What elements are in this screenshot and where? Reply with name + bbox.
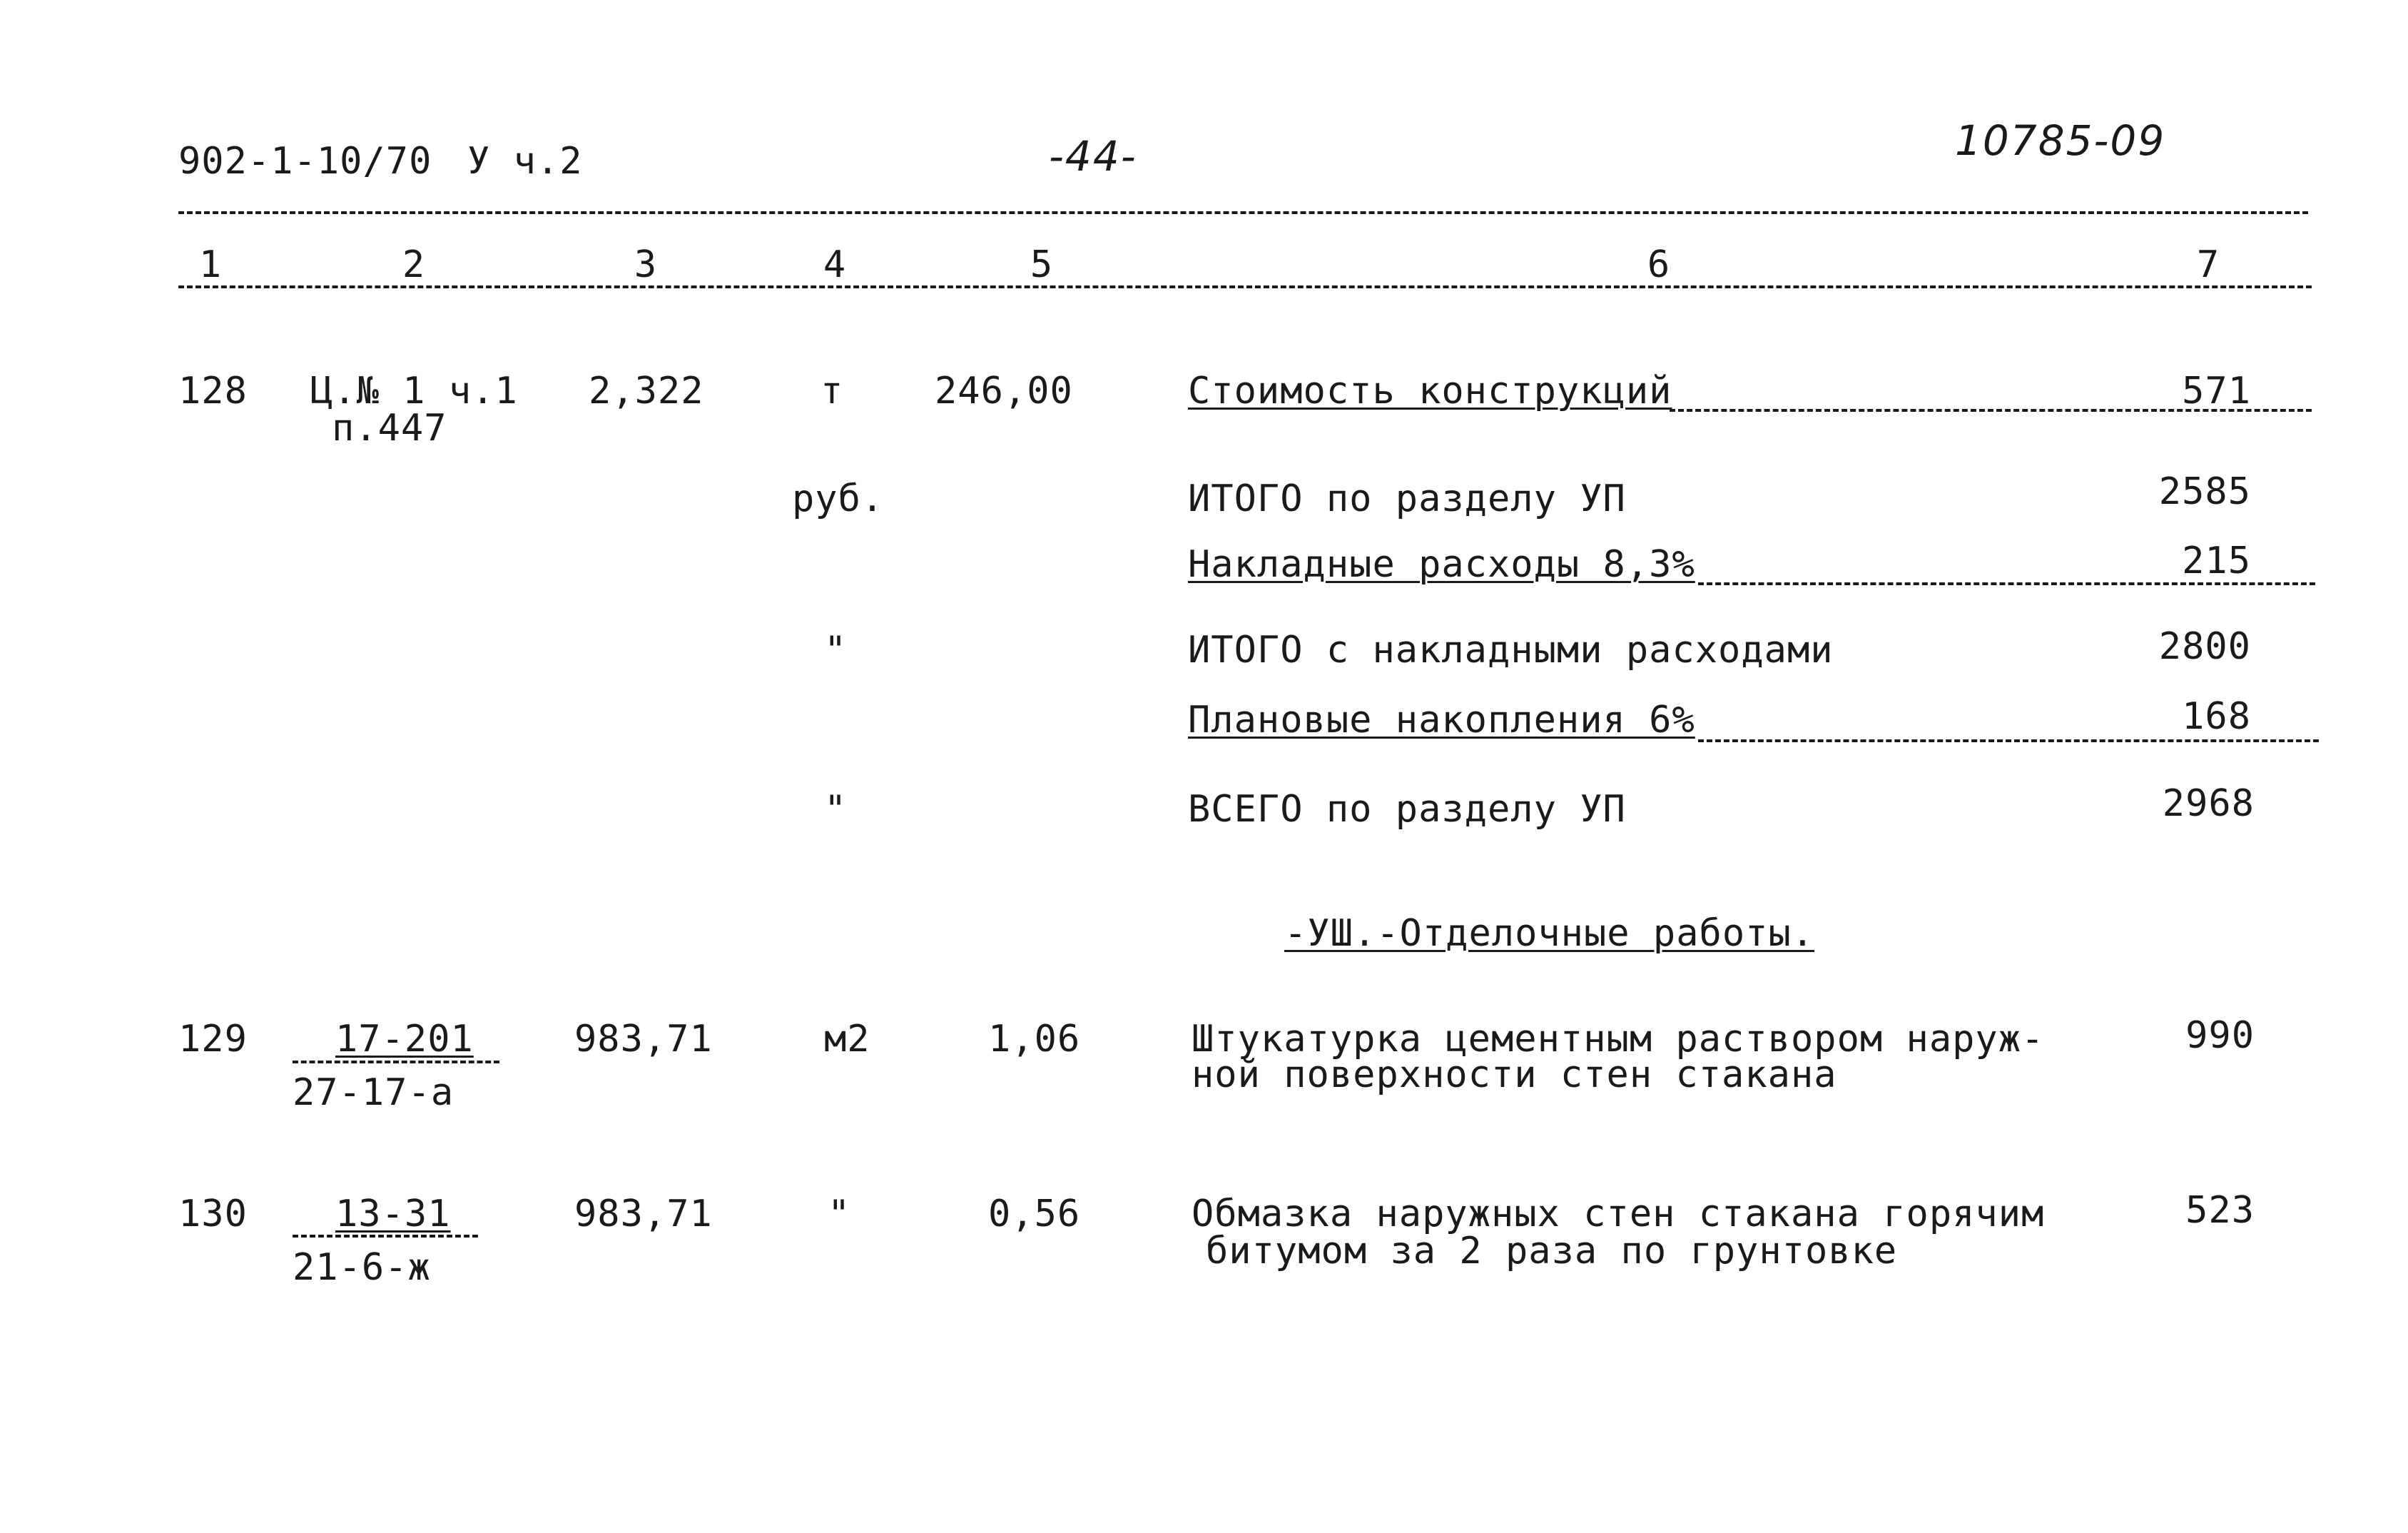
subtotal-total: 2585 [2158, 470, 2251, 513]
column-number-6: 6 [1647, 243, 1671, 286]
column-number-1: 1 [198, 243, 223, 286]
subtotal-label: ИТОГО по разделу УП [1188, 477, 1626, 520]
row-130-quantity: 983,71 [574, 1193, 713, 1235]
planned-savings-leader [1698, 739, 2319, 742]
overhead-leader [1698, 582, 2315, 585]
row-129-description-line-1: Штукатурка цементным раствором наруж- [1192, 1018, 2045, 1061]
volume-label: У ч.2 [467, 140, 583, 183]
document-code: 902-1-10/70 [178, 140, 432, 183]
column-number-2: 2 [402, 243, 426, 286]
column-header-rule [178, 285, 2312, 288]
column-number-3: 3 [634, 243, 658, 286]
row-130-reference-item: 21-6-ж [293, 1246, 431, 1289]
column-number-4: 4 [823, 243, 847, 286]
row-129-description-line-2: ной поверхности стен стакана [1192, 1053, 1837, 1096]
row-129-reference: 17-201 [335, 1018, 474, 1061]
row-129-quantity: 983,71 [574, 1018, 713, 1061]
column-number-7: 7 [2196, 243, 2220, 286]
row-128-reference: Ц.№ 1 ч.1 [310, 370, 518, 413]
row-128-total: 571 [2182, 370, 2251, 413]
row-130-number: 130 [178, 1193, 248, 1235]
row-128-leader [1670, 409, 2312, 412]
subtotal-overhead-total: 2800 [2158, 625, 2251, 668]
row-128-unit: т [821, 370, 844, 413]
row-128-unit-price: 246,00 [935, 370, 1073, 413]
grand-total-unit: " [824, 788, 848, 831]
row-130-unit-price: 0,56 [988, 1193, 1081, 1235]
row-130-fraction-line [293, 1235, 478, 1238]
row-129-unit-price: 1,06 [988, 1018, 1081, 1061]
row-128-quantity: 2,322 [589, 370, 704, 413]
row-128-description: Стоимость конструкций [1188, 370, 1672, 413]
row-129-total: 990 [2185, 1014, 2255, 1057]
subtotal-overhead-label: ИТОГО с накладными расходами [1188, 629, 1834, 672]
column-number-5: 5 [1030, 243, 1054, 286]
row-129-unit: м2 [824, 1018, 870, 1061]
row-130-reference: 13-31 [335, 1193, 451, 1235]
row-129-number: 129 [178, 1018, 248, 1061]
row-130-description-line-2: битумом за 2 раза по грунтовке [1206, 1230, 1898, 1273]
page-number: -44- [1049, 132, 1137, 181]
row-128-number: 128 [178, 370, 248, 413]
header-rule [178, 211, 2308, 214]
row-129-reference-item: 27-17-а [293, 1071, 454, 1114]
planned-savings-label: Плановые накопления 6% [1188, 699, 1695, 742]
subtotal-overhead-unit: " [824, 629, 848, 672]
overhead-total: 215 [2182, 540, 2251, 582]
row-128-reference-item: п.447 [332, 407, 447, 450]
section-heading: -УШ.-Отделочные работы. [1284, 912, 1815, 955]
row-129-fraction-line [293, 1061, 499, 1063]
subtotal-unit: руб. [792, 477, 885, 520]
overhead-label: Накладные расходы 8,3% [1188, 543, 1695, 586]
doc-number: 10785-09 [1955, 116, 2166, 165]
grand-total-label: ВСЕГО по разделу УП [1188, 788, 1626, 831]
row-130-unit: " [828, 1193, 851, 1235]
grand-total-value: 2968 [2162, 782, 2255, 825]
planned-savings-total: 168 [2182, 695, 2251, 738]
row-130-total: 523 [2185, 1189, 2255, 1232]
row-130-description-line-1: Обмазка наружных стен стакана горячим [1192, 1193, 2045, 1235]
